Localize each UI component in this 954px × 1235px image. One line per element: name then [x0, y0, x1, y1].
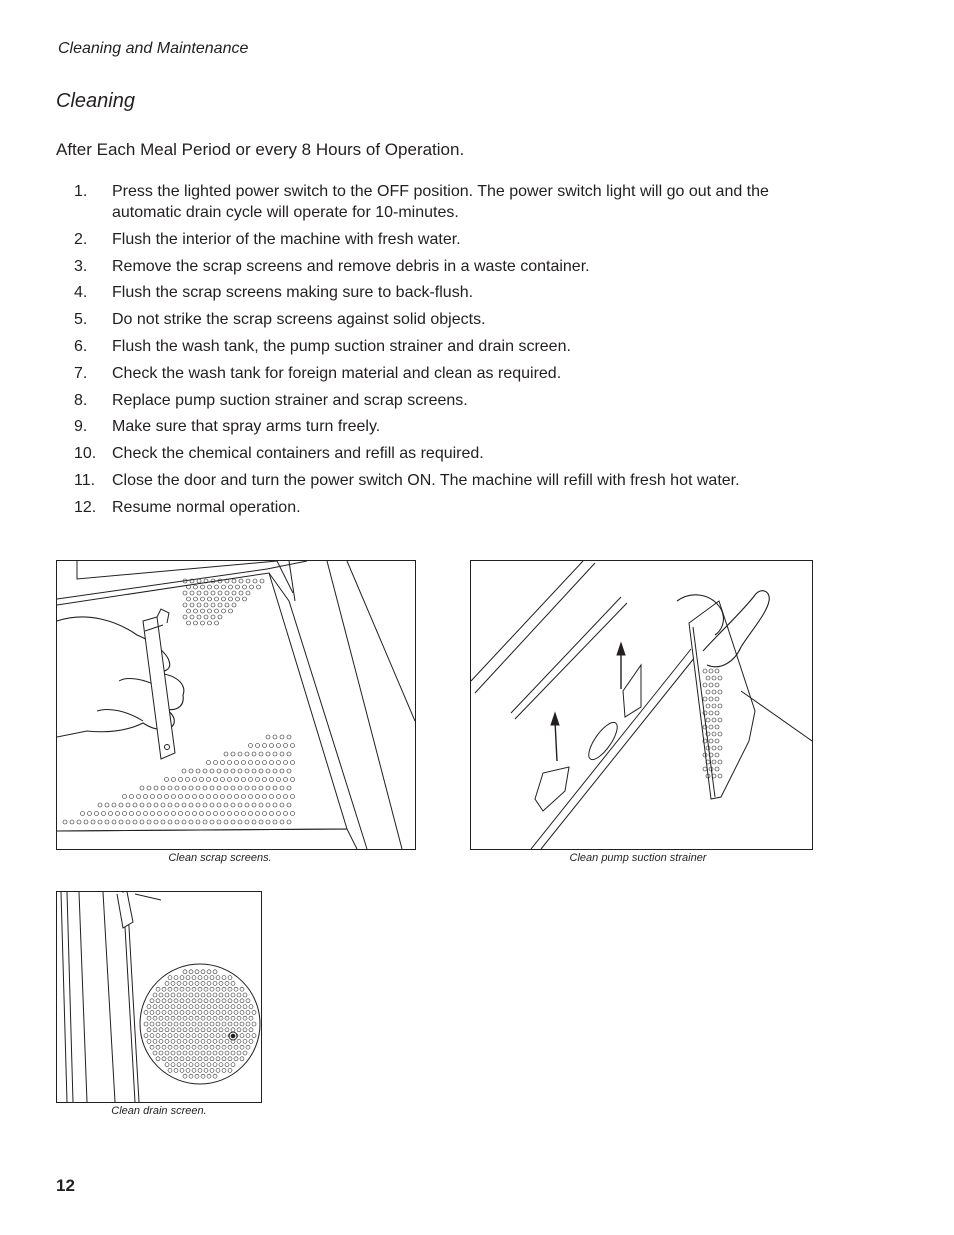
cleaning-steps-list	[56, 181, 816, 524]
step-item	[56, 390, 816, 411]
intro-text: After Each Meal Period or every 8 Hours of Operation.	[56, 140, 465, 159]
step-text: Do not strike the scrap screens against solid objects.	[112, 311, 486, 329]
drain-screen-caption: Clean drain screen.	[111, 1105, 207, 1117]
perforation-pattern	[63, 579, 295, 824]
perforation-pattern	[144, 970, 256, 1078]
step-text: Make sure that spray arms turn freely.	[112, 418, 381, 436]
step-number: 9.	[74, 418, 88, 436]
step-item	[56, 229, 816, 250]
step-item	[56, 336, 816, 357]
step-number: 1.	[74, 183, 88, 200]
step-text: Resume normal operation.	[112, 498, 301, 516]
step-item	[56, 256, 816, 277]
step-text: Flush the interior of the machine with fresh water.	[112, 230, 461, 248]
step-number: 5.	[74, 311, 88, 329]
step-text: Check the wash tank for foreign material and clean as required.	[112, 364, 562, 382]
step-item	[56, 282, 816, 303]
step-text: Check the chemical containers and refill as required.	[112, 445, 484, 463]
step-number: 12.	[74, 498, 97, 516]
pump-strainer-caption: Clean pump suction strainer	[569, 852, 707, 864]
step-item	[56, 363, 816, 384]
section-title: Cleaning	[56, 90, 135, 112]
step-number: 11.	[74, 471, 96, 489]
step-number: 7.	[74, 364, 88, 382]
step-text: Remove the scrap screens and remove debris in a waste container.	[112, 257, 590, 275]
step-item	[56, 497, 816, 518]
step-text: Press the lighted power switch to the OFF position. The power switch light will go out and the automatic drain cycle will operate for 10-minutes.	[112, 183, 769, 221]
step-item	[56, 416, 816, 437]
step-item	[56, 309, 816, 330]
step-text: Flush the wash tank, the pump suction strainer and drain screen.	[112, 337, 571, 355]
drain-screen-illustration	[56, 891, 262, 1103]
step-text: Flush the scrap screens making sure to back-flush.	[112, 284, 474, 302]
step-text: Replace pump suction strainer and scrap screens.	[112, 391, 468, 409]
scrap-screen-caption: Clean scrap screens.	[168, 852, 272, 864]
step-number: 10.	[74, 445, 97, 463]
step-number: 8.	[74, 391, 88, 409]
running-header: Cleaning and Maintenance	[58, 40, 249, 57]
pump-strainer-illustration	[470, 560, 813, 850]
step-number: 4.	[74, 284, 88, 302]
step-item	[56, 443, 816, 464]
step-text: Close the door and turn the power switch ON. The machine will refill with fresh hot water.	[112, 471, 740, 489]
step-number: 6.	[74, 337, 88, 355]
step-item	[56, 470, 816, 491]
step-number: 3.	[74, 257, 88, 275]
step-number: 2.	[74, 230, 88, 248]
step-item	[56, 181, 816, 223]
page-number: 12	[56, 1176, 75, 1195]
scrap-screen-illustration	[56, 560, 416, 850]
